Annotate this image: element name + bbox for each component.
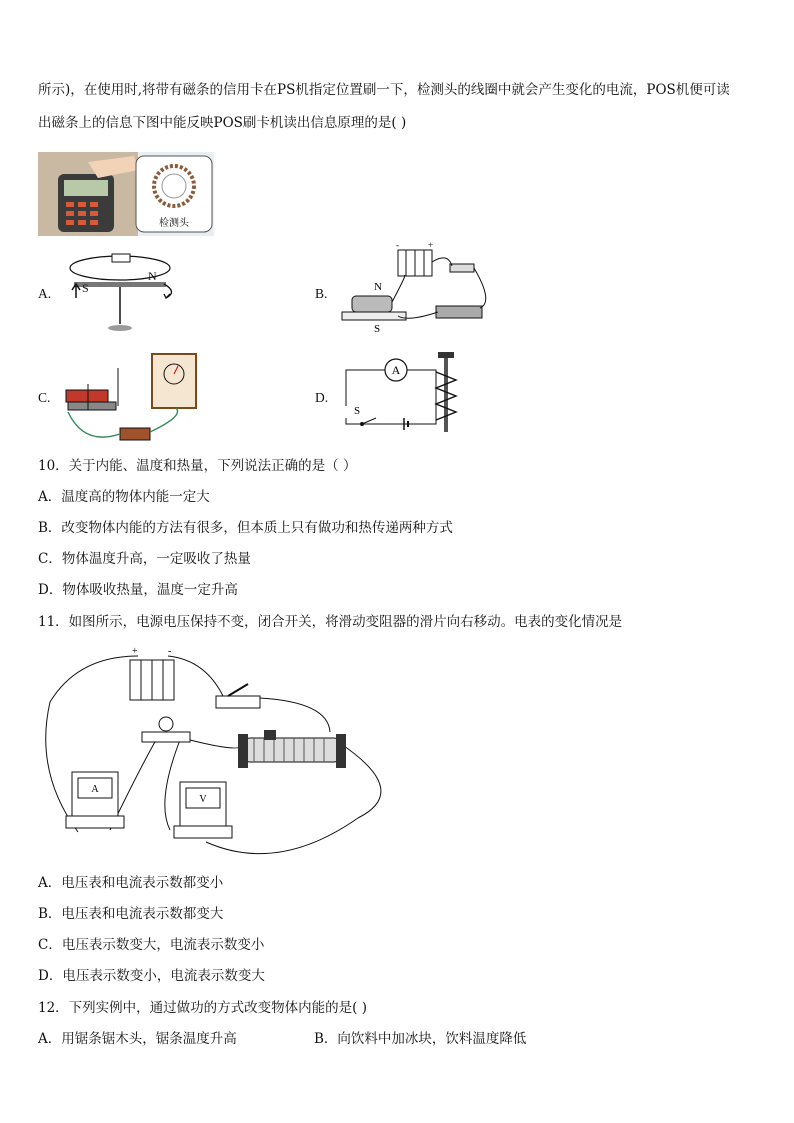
label-n: N bbox=[148, 269, 157, 283]
voltmeter-q11-label: V bbox=[199, 794, 207, 805]
q10-option-d[interactable]: D．物体吸收热量，温度一定升高 bbox=[38, 582, 238, 598]
q9-text-line-1: 所示)，在使用时,将带有磁条的信用卡在PS机指定位置刷一下，检测头的线圈中就会产生变化的电流，POS机便可读 bbox=[38, 82, 730, 98]
battery-box-icon bbox=[130, 646, 174, 700]
ammeter-q11-label: A bbox=[91, 784, 99, 795]
q12-option-b[interactable]: B．向饮料中加冰块，饮料温度降低 bbox=[314, 1031, 527, 1047]
ammeter-q11-icon bbox=[66, 772, 124, 828]
switch-icon bbox=[450, 264, 474, 272]
voltmeter-q11-icon bbox=[174, 782, 232, 838]
pos-screen bbox=[64, 180, 108, 196]
battery-minus: - bbox=[168, 646, 172, 657]
q10-option-c[interactable]: C．物体温度升高，一定吸收了热量 bbox=[38, 551, 251, 567]
q12-option-a[interactable]: A．用锯条锯木头，锯条温度升高 bbox=[38, 1031, 237, 1047]
q11-circuit-figure bbox=[38, 642, 388, 860]
q12-stem: 12．下列实例中，通过做功的方式改变物体内能的是( ) bbox=[38, 1000, 368, 1016]
slider-icon bbox=[264, 730, 276, 740]
battery-plus: + bbox=[132, 646, 138, 657]
label-s-b: S bbox=[374, 323, 381, 335]
q9-option-d-letter[interactable]: D. bbox=[315, 390, 329, 405]
nail-head bbox=[438, 352, 454, 358]
q11-option-a[interactable]: A．电压表和电流表示数都变小 bbox=[38, 875, 224, 891]
galvanometer-icon bbox=[152, 354, 196, 408]
q9-option-b-letter[interactable]: B. bbox=[315, 286, 328, 301]
label-n-b: N bbox=[374, 281, 382, 293]
horseshoe-magnet bbox=[352, 296, 392, 312]
rheostat-q11-icon bbox=[238, 730, 346, 768]
lamp-icon bbox=[142, 717, 190, 742]
minus-label: - bbox=[396, 242, 399, 250]
switch-icon-q11 bbox=[216, 684, 260, 708]
q11-option-c[interactable]: C．电压表示数变大，电流表示数变小 bbox=[38, 937, 265, 953]
q9-option-c-figure bbox=[64, 350, 200, 448]
nail-icon bbox=[444, 358, 448, 432]
switch-s-label: S bbox=[354, 405, 361, 417]
q11-option-d[interactable]: D．电压表示数变小，电流表示数变大 bbox=[38, 968, 265, 984]
ammeter-label: A bbox=[391, 363, 401, 377]
plus-label: + bbox=[428, 242, 434, 250]
detector-label: 检测头 bbox=[159, 218, 189, 229]
q11-stem: 11．如图所示，电源电压保持不变，闭合开关，将滑动变阻器的滑片向右移动。电表的变化情况是 bbox=[38, 614, 623, 630]
rheostat-icon bbox=[436, 306, 482, 318]
q9-option-d-figure bbox=[340, 348, 460, 440]
q9-text-line-2: 出磁条上的信息下图中能反映POS刷卡机读出信息原理的是( ) bbox=[38, 115, 407, 131]
magnet-red bbox=[66, 390, 108, 402]
q9-option-c-letter[interactable]: C. bbox=[38, 390, 51, 405]
label-s: S bbox=[82, 281, 89, 295]
q10-option-a[interactable]: A．温度高的物体内能一定大 bbox=[38, 489, 210, 505]
switch-c-icon bbox=[120, 428, 150, 440]
q11-option-b[interactable]: B．电压表和电流表示数都变大 bbox=[38, 906, 224, 922]
q9-option-b-figure bbox=[338, 242, 498, 338]
pos-machine-figure bbox=[38, 152, 214, 236]
q10-stem: 10．关于内能、温度和热量，下列说法正确的是（ ） bbox=[38, 458, 357, 474]
q9-option-a-letter[interactable]: A. bbox=[38, 286, 52, 301]
q10-option-b[interactable]: B．改变物体内能的方法有很多，但本质上只有做功和热传递两种方式 bbox=[38, 520, 453, 536]
q9-option-a-figure bbox=[60, 250, 190, 336]
